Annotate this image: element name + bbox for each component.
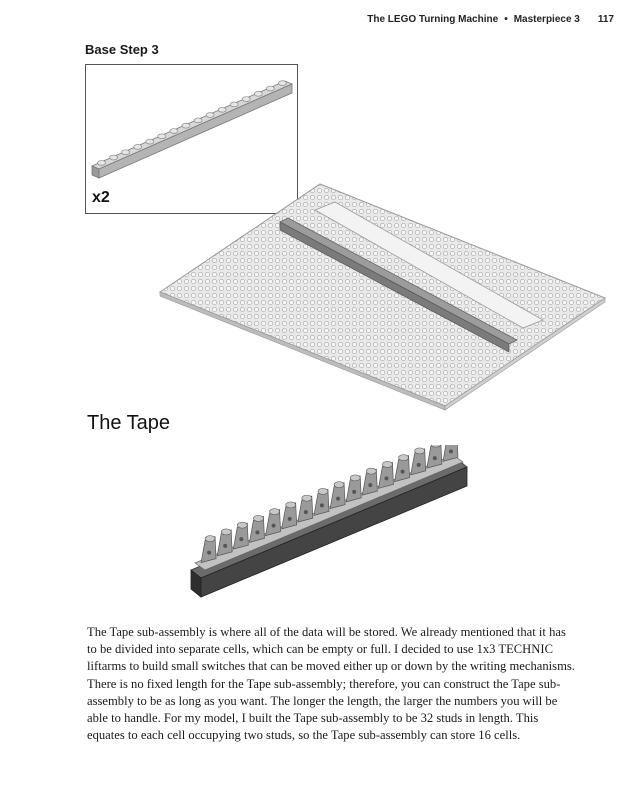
tape-subassembly-illustration	[185, 445, 475, 620]
brick-stud	[182, 123, 190, 128]
liftarm-switch	[233, 522, 248, 549]
section-heading: The Tape	[87, 412, 171, 434]
brick-stud	[146, 139, 154, 144]
running-header	[367, 14, 614, 25]
liftarm-switch	[346, 475, 361, 502]
book-title: The LEGO Turning Machine	[367, 14, 499, 25]
liftarm-switch	[282, 502, 297, 529]
quantity-label: x2	[92, 189, 110, 206]
liftarm-switch	[362, 468, 377, 495]
brick-stud	[170, 129, 178, 134]
liftarm-switch	[314, 488, 329, 515]
baseplate-illustration	[155, 180, 615, 420]
liftarm-switch	[249, 515, 264, 542]
liftarm-switch	[395, 455, 410, 482]
body-paragraph: The Tape sub-assembly is where all of the data will be stored. We already mentioned that it has to be divided into separate cells, which can be empty or full. I decided to use 1x3 TECHNIC liftarms to build small switches that can be moved either up or down by the writing mechanisms. There is no fixed length for the Tape sub-assembly; therefore, you can construct the Tape sub-assembly to be as long as you want. The longer the length, the larger the numbers you will be able to handle. For my model, I built the Tape sub-assembly to be 32 studs in length. This equates to each cell occupying two studs, so the Tape sub-assembly can store 16 cells.	[87, 625, 575, 743]
liftarm-switch	[266, 509, 281, 536]
liftarm-switch	[378, 461, 393, 488]
chapter-title: Masterpiece 3	[513, 14, 580, 25]
brick-stud	[218, 107, 226, 112]
brick-stud	[278, 81, 286, 86]
liftarm-switch	[411, 448, 426, 475]
step-title: Base Step 3	[85, 42, 159, 57]
brick-stud	[158, 134, 166, 139]
page-number: 117	[597, 14, 614, 25]
brick-stud	[98, 160, 106, 165]
liftarm-switch	[201, 536, 216, 563]
liftarm-switch	[330, 482, 345, 509]
brick-stud	[266, 86, 274, 91]
brick-stud	[206, 113, 214, 118]
brick-stud	[122, 150, 130, 155]
brick-stud	[230, 102, 238, 107]
brick-stud	[242, 97, 250, 102]
brick-stud	[134, 145, 142, 150]
liftarm-switch	[217, 529, 232, 556]
brick-stud	[110, 155, 118, 160]
brick-stud	[254, 91, 262, 96]
brick-stud	[194, 118, 202, 123]
liftarm-switch	[298, 495, 313, 522]
liftarm-switch	[427, 445, 442, 468]
header-bullet: •	[504, 14, 508, 25]
